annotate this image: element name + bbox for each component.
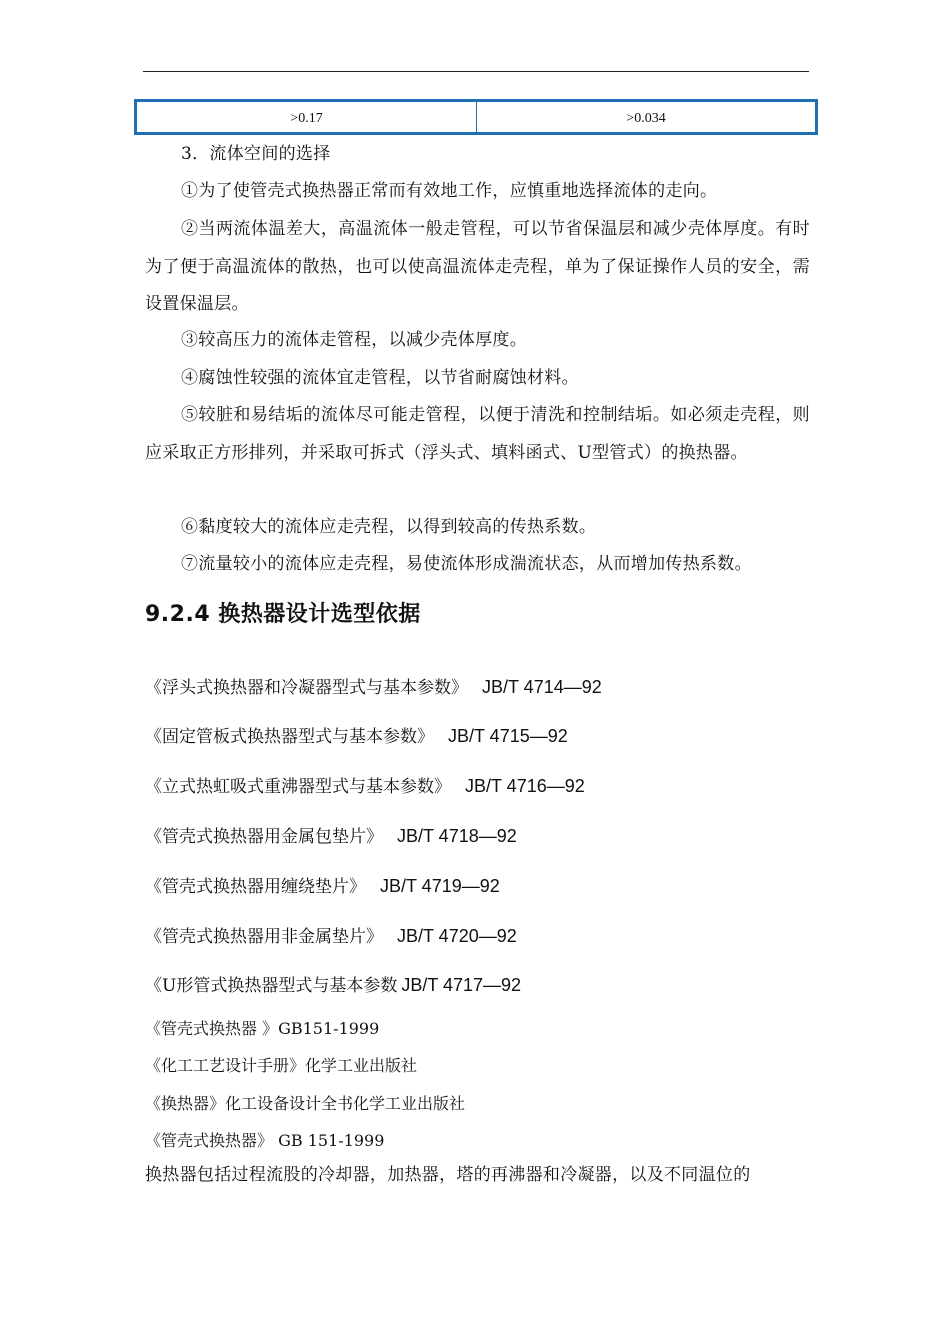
standard-code: JB/T 4720—92 [397,926,517,946]
paragraph-item-7: ⑦流量较小的流体应走壳程，易使流体形成湍流状态，从而增加传热系数。 [181,554,752,574]
standard-code: JB/T 4719—92 [380,876,500,896]
standard-item [145,772,585,797]
standard-code: JB/T 4718—92 [397,826,517,846]
standard-item [145,822,517,847]
paragraph-item-1: ①为了使管壳式换热器正常而有效地工作，应慎重地选择流体的走向。 [181,181,718,201]
data-table-row [134,99,818,135]
standard-code: JB/T 4716—92 [465,776,585,796]
standard-name: 《浮头式换热器和冷凝器型式与基本参数》 [145,678,468,698]
standard-item [145,971,521,996]
standard-item [145,922,517,947]
reference-item: 《换热器》化工设备设计全书化学工业出版社 [145,1094,466,1113]
table-cell-2: >0.034 [626,111,666,126]
reference-item: 《管壳式换热器》 GB 151-1999 [145,1131,385,1150]
paragraph-item-2: ②当两流体温差大，高温流体一般走管程，可以节省保温层和减少壳体厚度。有时为了便于高温流体的散热，也可以使高温流体走壳程，单为了保证操作人员的安全，需设置保温层。 [145,219,810,314]
standard-item [145,872,500,897]
standard-name: 《立式热虹吸式重沸器型式与基本参数》 [145,777,451,797]
paragraph-item-6: ⑥黏度较大的流体应走壳程，以得到较高的传热系数。 [181,517,597,537]
reference-item: 《管壳式换热器 》GB151-1999 [145,1019,380,1038]
section-heading: 9.2.4 换热器设计选型依据 [145,602,421,627]
reference-item: 《化工工艺设计手册》化学工业出版社 [145,1056,418,1075]
table-cell-1: >0.17 [137,102,477,132]
header-rule [143,71,809,72]
standard-code: JB/T 4714—92 [482,677,602,697]
paragraph-item-5: ⑤较脏和易结垢的流体尽可能走管程，以便于清洗和控制结垢。如必须走壳程，则应采取正方形排列，并采取可拆式（浮头式、填料函式、U型管式）的换热器。 [145,405,810,463]
paragraph-item-4: ④腐蚀性较强的流体宜走管程，以节省耐腐蚀材料。 [181,368,579,388]
standard-name: 《U形管式换热器型式与基本参数 [145,976,398,996]
standard-item [145,722,568,747]
closing-paragraph: 换热器包括过程流股的冷却器，加热器，塔的再沸器和冷凝器，以及不同温位的 [145,1165,751,1185]
standard-name: 《管壳式换热器用非金属垫片》 [145,927,383,947]
paragraph-item-3: ③较高压力的流体走管程，以减少壳体厚度。 [181,330,527,350]
standard-name: 《固定管板式换热器型式与基本参数》 [145,727,434,747]
standard-name: 《管壳式换热器用缠绕垫片》 [145,877,366,897]
standard-item [145,673,602,698]
standard-code: JB/T 4717—92 [401,975,522,995]
standard-name: 《管壳式换热器用金属包垫片》 [145,827,383,847]
section-title: 3．流体空间的选择 [181,144,331,164]
standard-code: JB/T 4715—92 [448,726,568,746]
